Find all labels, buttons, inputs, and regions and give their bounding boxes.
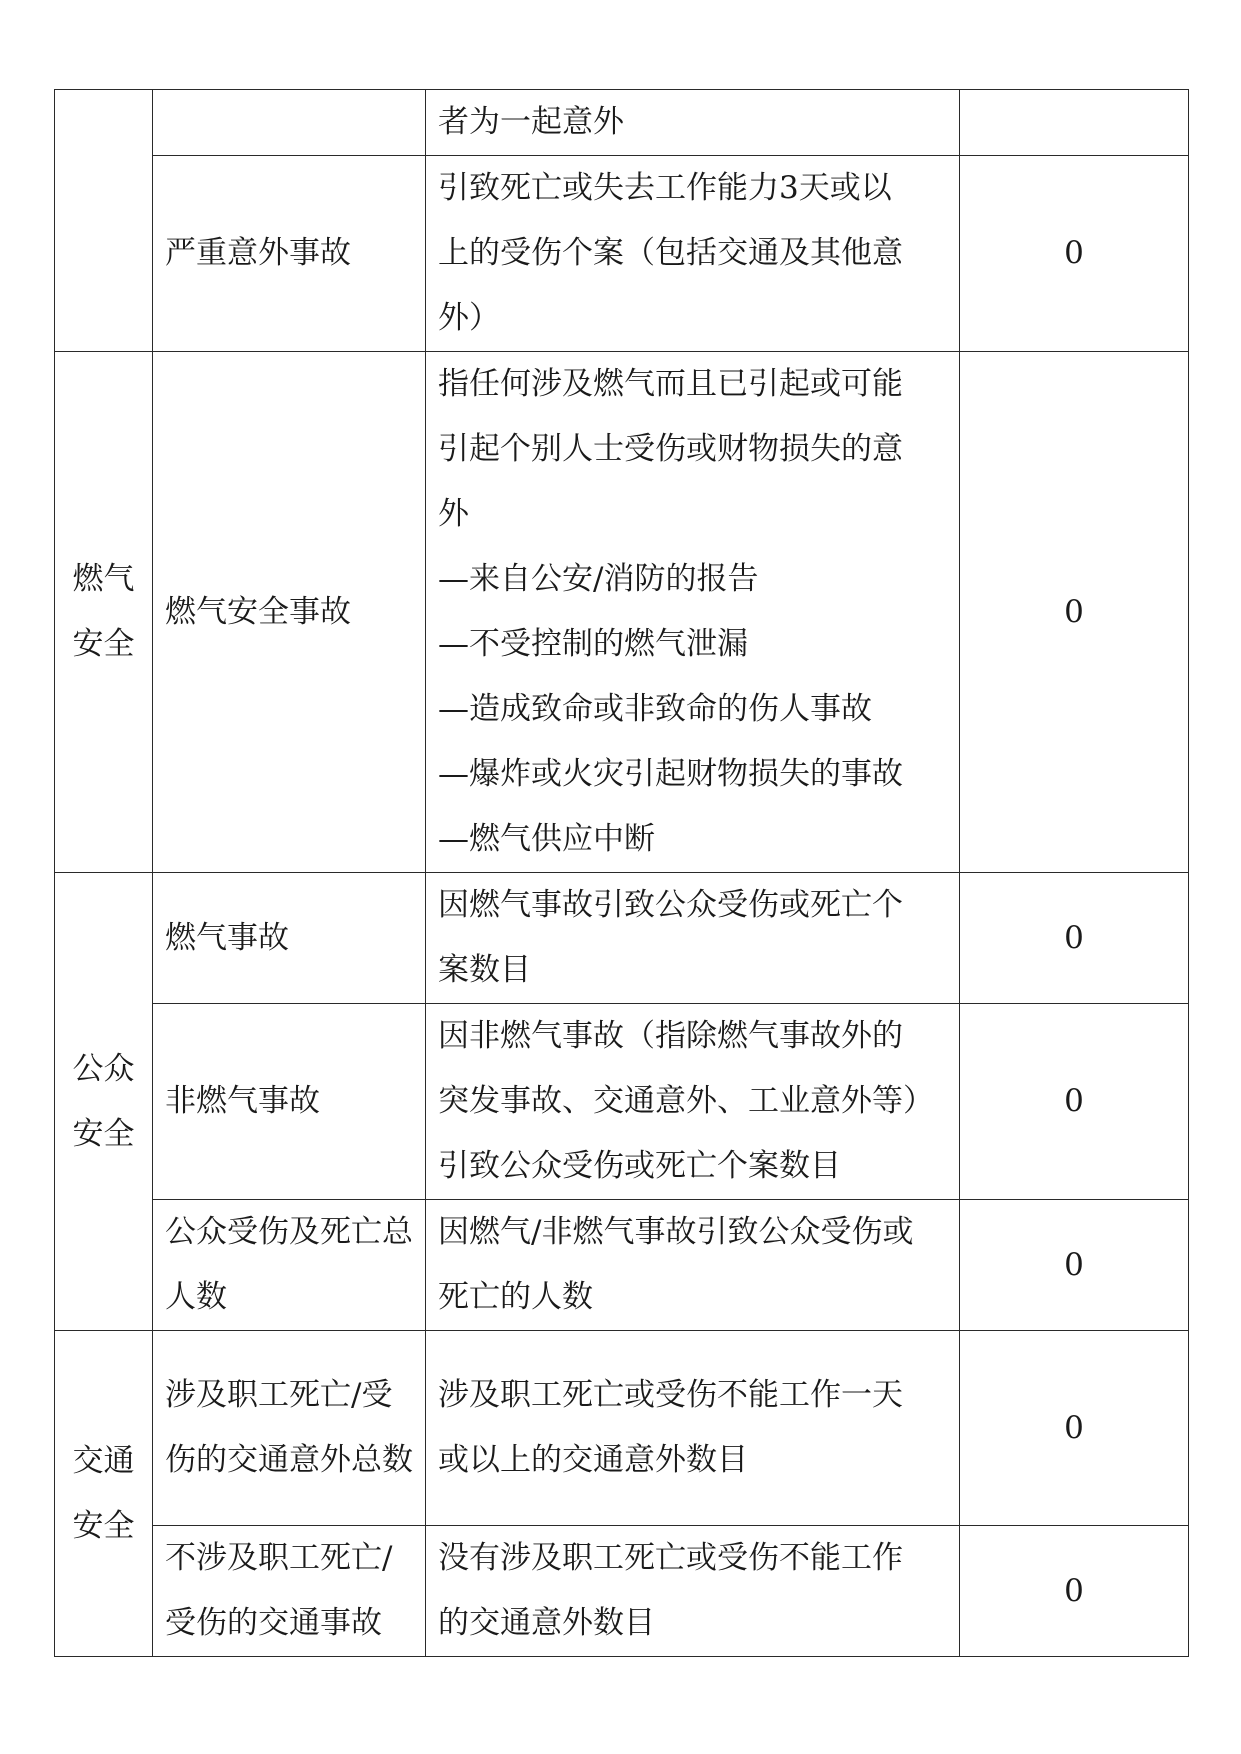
category-label: 燃气 (72, 561, 135, 597)
category-label: 公众 (72, 1050, 135, 1087)
table-row (55, 1200, 1189, 1331)
table-row (55, 156, 1189, 352)
description-line: 案数目 (438, 952, 531, 988)
description-line: 引致公众受伤或死亡个案数目 (438, 1148, 841, 1184)
item-cell (153, 90, 426, 156)
description-line: 或以上的交通意外数目 (438, 1442, 748, 1478)
item-cell: 涉及职工死亡/受伤的交通意外总数 (153, 1331, 426, 1526)
description-line: 因非燃气事故（指除燃气事故外的 (438, 1018, 903, 1054)
description-cell (426, 1200, 960, 1331)
table-row (55, 1526, 1189, 1657)
description-line: 外 (438, 496, 469, 532)
category-label: 安全 (72, 1115, 135, 1152)
item-cell: 燃气事故 (153, 873, 426, 1004)
item-cell: 不涉及职工死亡/受伤的交通事故 (153, 1526, 426, 1657)
description-cell (426, 90, 960, 156)
category-label: 交通 (72, 1442, 135, 1479)
value-cell: 0 (960, 1526, 1189, 1657)
description-line: —爆炸或火灾引起财物损失的事故 (438, 756, 903, 792)
item-cell: 严重意外事故 (153, 156, 426, 352)
description-line: 突发事故、交通意外、工业意外等） (438, 1083, 934, 1119)
value-cell: 0 (960, 1331, 1189, 1526)
category-label: 安全 (72, 1507, 135, 1544)
description-line: 者为一起意外 (438, 104, 624, 140)
description-line: 引致死亡或失去工作能力3天或以 (438, 170, 892, 206)
description-line: —不受控制的燃气泄漏 (438, 626, 748, 662)
category-cell-traffic-safety (55, 1331, 153, 1657)
table-row (55, 352, 1189, 873)
value-cell: 0 (960, 156, 1189, 352)
description-line: 外） (438, 300, 500, 336)
table-row (55, 1331, 1189, 1526)
description-line: 因燃气/非燃气事故引致公众受伤或 (438, 1214, 914, 1250)
value-cell: 0 (960, 1004, 1189, 1200)
value-cell: 0 (960, 1200, 1189, 1331)
value-cell: 0 (960, 873, 1189, 1004)
category-cell (55, 90, 153, 352)
category-label: 安全 (72, 626, 135, 662)
category-cell-public-safety (55, 873, 153, 1331)
description-line: 涉及职工死亡或受伤不能工作一天 (438, 1377, 903, 1413)
description-line: 因燃气事故引致公众受伤或死亡个 (438, 887, 903, 923)
description-cell (426, 873, 960, 1004)
item-cell: 燃气安全事故 (153, 352, 426, 873)
description-line: 指任何涉及燃气而且已引起或可能 (438, 366, 903, 402)
item-cell: 非燃气事故 (153, 1004, 426, 1200)
description-line: 死亡的人数 (438, 1279, 593, 1315)
description-line: —燃气供应中断 (438, 821, 655, 857)
description-line: 引起个别人士受伤或财物损失的意 (438, 431, 903, 467)
table-row (55, 873, 1189, 1004)
item-cell: 公众受伤及死亡总人数 (153, 1200, 426, 1331)
description-cell (426, 352, 960, 873)
description-line: —造成致命或非致命的伤人事故 (438, 691, 872, 727)
description-cell (426, 156, 960, 352)
table-row (55, 90, 1189, 156)
value-cell (960, 90, 1189, 156)
description-line: 没有涉及职工死亡或受伤不能工作 (438, 1540, 903, 1576)
safety-indicator-table (54, 89, 1189, 1657)
description-line: —来自公安/消防的报告 (438, 561, 759, 597)
description-cell (426, 1004, 960, 1200)
category-cell-gas-safety (55, 352, 153, 873)
description-cell (426, 1331, 960, 1526)
description-cell (426, 1526, 960, 1657)
table-row (55, 1004, 1189, 1200)
description-line: 上的受伤个案（包括交通及其他意 (438, 235, 903, 271)
value-cell: 0 (960, 352, 1189, 873)
description-line: 的交通意外数目 (438, 1605, 655, 1641)
